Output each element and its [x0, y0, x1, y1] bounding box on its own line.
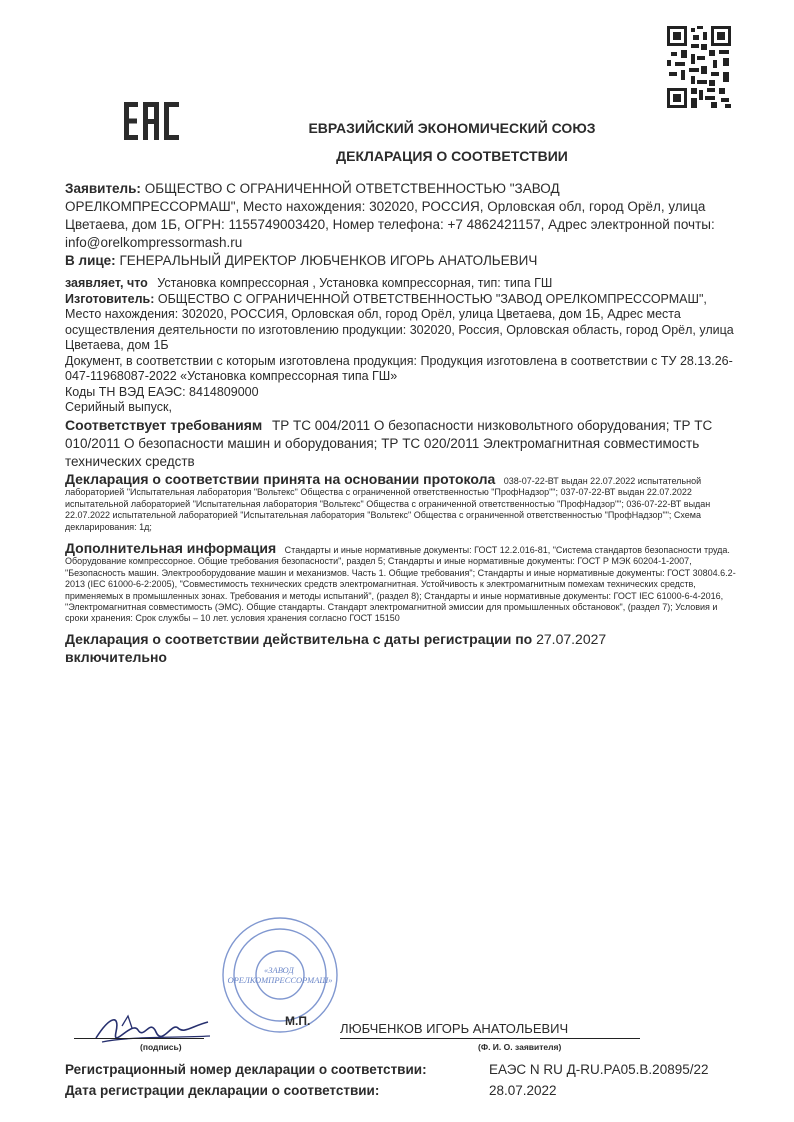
- qr-code: [667, 26, 731, 108]
- union-heading: ЕВРАЗИЙСКИЙ ЭКОНОМИЧЕСКИЙ СОЮЗ: [308, 120, 596, 136]
- additional-section: [65, 540, 737, 625]
- validity-date: 27.07.2027: [536, 631, 607, 647]
- registration-number: ЕАЭС N RU Д-RU.РА05.В.20895/22: [489, 1062, 709, 1077]
- stamp-place-label: М.П.: [285, 1014, 311, 1028]
- declares-label: заявляет, что: [65, 276, 148, 290]
- signer-name: ЛЮБЧЕНКОВ ИГОРЬ АНАТОЛЬЕВИЧ: [340, 1021, 569, 1036]
- person-label: В лице:: [65, 253, 116, 268]
- manufacturer-label: Изготовитель:: [65, 291, 155, 306]
- registration-number-label: Регистрационный номер декларации о соответствии:: [65, 1062, 427, 1077]
- name-line: [340, 1038, 640, 1039]
- seal-text: «ЗАВОД ОРЕЛКОМПРЕССОРМАШ»: [227, 965, 333, 985]
- manufacturer-line: [65, 292, 737, 354]
- validity-section: [65, 630, 737, 666]
- additional-label: Дополнительная информация: [65, 540, 277, 556]
- person-section: [65, 252, 737, 270]
- person-text: ГЕНЕРАЛЬНЫЙ ДИРЕКТОР ЛЮБЧЕНКОВ ИГОРЬ АНАТОЛЬЕВИЧ: [119, 253, 538, 268]
- registration-date: 28.07.2022: [489, 1083, 557, 1098]
- protocol-section: [65, 471, 737, 533]
- validity-suffix: включительно: [65, 649, 167, 665]
- requirements-text: ТР ТС 004/2011 О безопасности низковольтного оборудования; ТР ТС 010/2011 О безопасности машин и оборудования; ТР ТС 020/2011 Электромагнитная совместимость технических средств: [65, 418, 713, 469]
- requirements-section: [65, 416, 737, 471]
- validity-label: Декларация о соответствии действительна с даты регистрации по: [65, 631, 533, 647]
- applicant-section: [65, 180, 737, 252]
- declares-section: [65, 276, 737, 416]
- document-line: Документ, в соответствии с которым изготовлена продукция: Продукция изготовлена в соответствии с ТУ 28.13.26-047-11968087-2022 «Установка компрессорная типа ГШ»: [65, 353, 733, 383]
- additional-text: Стандарты и иные нормативные документы: ГОСТ 12.2.016-81, "Система стандартов безопасности труда. Оборудование компрессорное. Общие требования безопасности", раздел 5; Стандарты и иные нормативные документы: ГОСТ Р МЭК 60204-1-2007, "Безопасность машин. Электрооборудование машин и механизмов. Часть 1. Общие требования"; Стандарты и иные нормативные документы: ГОСТ 30804.6.2-2013 (IEC 61000-6-2:2005), "Совместимость технических средств электромагнитная. Устойчивость к электромагнитным помехам технических средств, применяемых в промышленных зонах. Требования и методы испытаний", (раздел 8); Стандарты и иные нормативные документы: ГОСТ IEC 61000-6-4-2016, "Электромагнитная совместимость (ЭМС). Общие стандарты. Стандарт электромагнитной эмиссии для промышленных обстановок", (раздел 7); Условия и сроки хранения: Срок службы – 10 лет. условия хранения согласно ГОСТ 15150: [65, 545, 736, 624]
- declares-line: [65, 276, 737, 292]
- signature-line: [74, 1038, 204, 1039]
- document-title: ДЕКЛАРАЦИЯ О СООТВЕТСТВИИ: [336, 148, 568, 164]
- serial-line: Серийный выпуск,: [65, 400, 172, 414]
- manufacturer-text: ОБЩЕСТВО С ОГРАНИЧЕННОЙ ОТВЕТСТВЕННОСТЬЮ "ЗАВОД ОРЕЛКОМПРЕССОРМАШ", Место нахождения: 302020, РОССИЯ, Орловская обл, город Орёл, улица Цветаева, дом 1Б, Адрес места осуществления деятельности по изготовлению продукции: 302020, Россия, Орловская область, город Орёл, улица Цветаева, дом 1Б: [65, 291, 734, 352]
- company-seal: [220, 915, 340, 1035]
- protocol-text: 038-07-22-ВТ выдан 22.07.2022 испытательной лабораторией "Испытательная лаборатория "Вольтекс" Общества с ограниченной ответственностью "ПрофНадзор""; 037-07-22-ВТ выдан 22.07.2022 испытательной лабораторией "Испытательная лаборатория "Вольтекс" Общества с ограниченной ответственностью "ПрофНадзор""; 036-07-22-ВТ выдан 22.07.2022 испытательной лабораторией "Испытательная лаборатория "Вольтекс" Общества с ограниченной ответственностью "ПрофНадзор""; Схема декларирования: 1д;: [65, 476, 711, 532]
- signature-caption: (подпись): [140, 1042, 182, 1052]
- protocol-label: Декларация о соответствии принята на основании протокола: [65, 471, 496, 487]
- requirements-label: Соответствует требованиям: [65, 417, 263, 433]
- name-caption: (Ф. И. О. заявителя): [478, 1042, 562, 1052]
- declares-text: Установка компрессорная , Установка компрессорная, тип: типа ГШ: [157, 276, 553, 290]
- applicant-text: ОБЩЕСТВО С ОГРАНИЧЕННОЙ ОТВЕТСТВЕННОСТЬЮ "ЗАВОД ОРЕЛКОМПРЕССОРМАШ", Место нахождения: 302020, РОССИЯ, Орловская обл, город Орёл, улица Цветаева, дом 1Б, ОГРН: 1155749003420, Номер телефона: +7 4862421157, Адрес электронной почты: info@orelkompressormash.ru: [65, 181, 715, 250]
- codes-line: Коды ТН ВЭД ЕАЭС: 8414809000: [65, 384, 259, 399]
- applicant-label: Заявитель:: [65, 181, 141, 196]
- registration-date-label: Дата регистрации декларации о соответствии:: [65, 1083, 380, 1098]
